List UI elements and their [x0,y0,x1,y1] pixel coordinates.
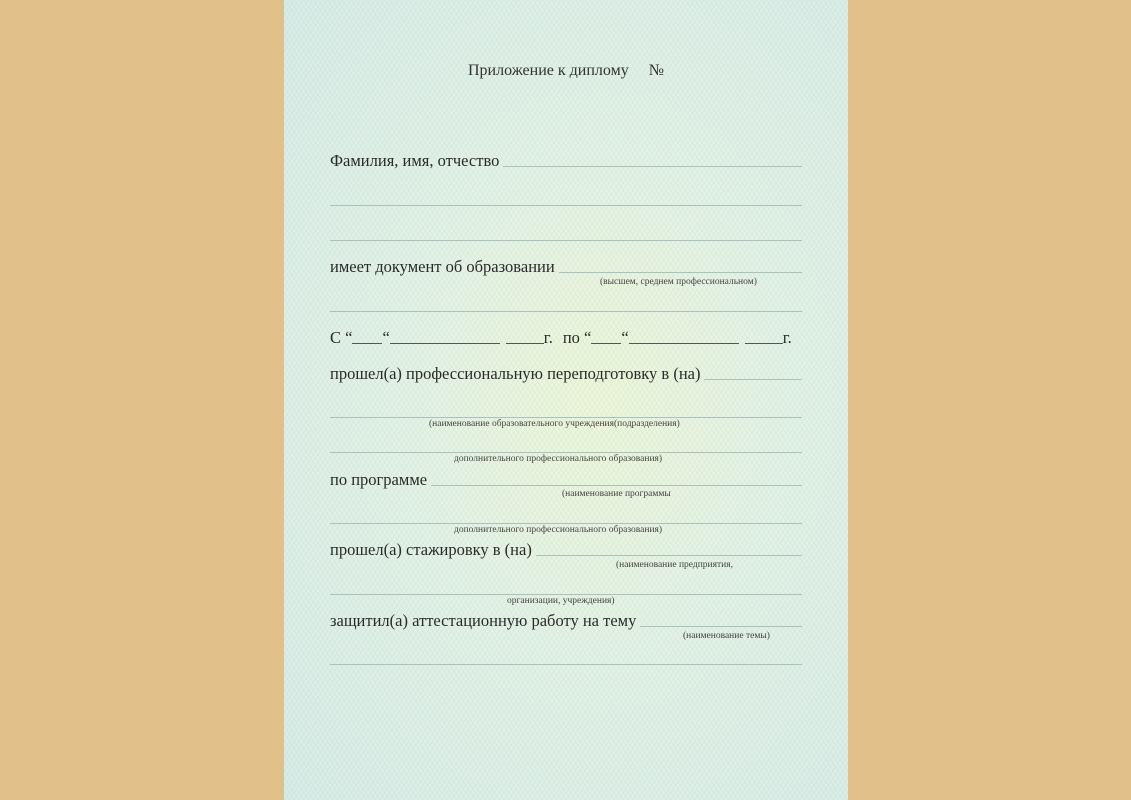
enterprise-hint: (наименование предприятия, [616,560,733,570]
number-sign: № [648,62,664,79]
thesis-row [330,612,802,630]
program-label: по программе [330,470,428,489]
institution-hint: (наименование образовательного учреждения(подразделения) [429,419,680,429]
full-name-row [330,152,802,170]
additional-education-hint-2: дополнительного профессионального образования) [454,525,663,535]
period-year-suffix-2: г. [782,328,792,347]
full-name-label: Фамилия, имя, отчество [330,151,500,170]
period-quote-2: “ [621,328,629,347]
retraining-field[interactable] [704,365,802,380]
thesis-field[interactable] [640,612,802,627]
retraining-row [330,365,802,383]
program-hint: (наименование программы [562,489,671,499]
period-to-word: по “ [562,328,592,347]
thesis-hint: (наименование темы) [683,631,770,641]
internship-label: прошел(а) стажировку в (на) [330,540,532,559]
institution-line-2[interactable] [330,452,802,453]
full-name-field[interactable] [503,152,802,167]
to-month-field[interactable] [629,329,739,344]
period-year-suffix-1: г. [543,328,553,347]
education-field[interactable] [559,258,802,273]
thesis-label: защитил(а) аттестационную работу на тему [330,611,637,630]
title-text: Приложение к диплому [468,62,629,79]
internship-field[interactable] [536,541,802,556]
diploma-supplement-page [284,0,848,800]
education-label: имеет документ об образовании [330,257,555,276]
program-field[interactable] [431,471,802,486]
thesis-line-2[interactable] [330,664,802,665]
retraining-label: прошел(а) профессиональную переподготовку в (на) [330,364,701,383]
from-year-field[interactable] [506,329,544,344]
period-from-prefix: С “ [330,328,353,347]
from-month-field[interactable] [390,329,500,344]
internship-line-2[interactable] [330,594,802,595]
full-name-line-2[interactable] [330,205,802,206]
program-row [330,471,802,489]
period-row [330,329,802,347]
additional-education-hint-1: дополнительного профессионального образования) [454,454,663,464]
education-line-2[interactable] [330,311,802,312]
internship-row [330,541,802,559]
program-line-2[interactable] [330,523,802,524]
education-hint: (высшем, среднем профессиональном) [600,277,757,287]
page-title [284,62,848,80]
to-day-field[interactable] [591,329,621,344]
period-quote-1: “ [382,328,390,347]
full-name-line-3[interactable] [330,240,802,241]
from-day-field[interactable] [352,329,382,344]
organization-hint: организации, учреждения) [507,596,615,606]
education-row [330,258,802,276]
institution-line[interactable] [330,417,802,418]
to-year-field[interactable] [745,329,783,344]
